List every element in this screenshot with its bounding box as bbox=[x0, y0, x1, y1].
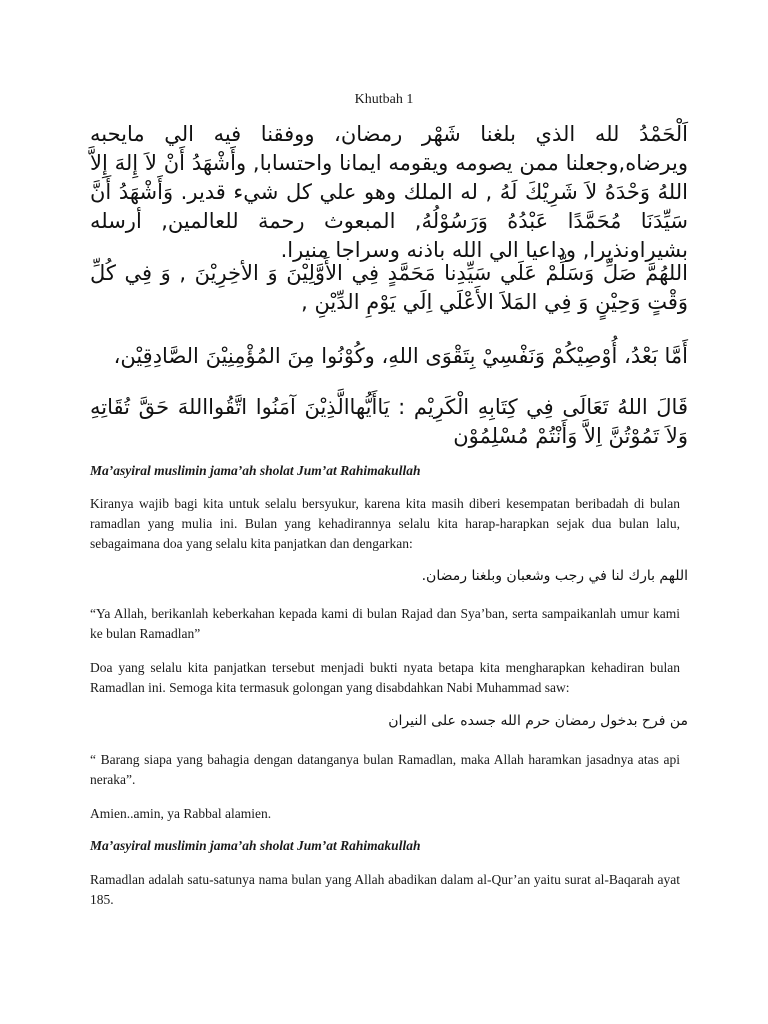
paragraph-1: Kiranya wajib bagi kita untuk selalu bersyukur, karena kita masih diberi kesempatan beribadah di bulan ramadlan yang mulia ini. Bulan yang kehadirannya selalu kita harap-harapkan sejak dua bulan lalu, sebagaimana doa yang selalu kita panjatkan dan dengarkan: bbox=[90, 496, 680, 551]
paragraph-4: “ Barang siapa yang bahagia dengan datanganya bulan Ramadlan, maka Allah haramkan jasadnya atas api neraka”. bbox=[90, 752, 680, 787]
paragraph-5: Amien..amin, ya Rabbal alamien. bbox=[90, 806, 272, 821]
paragraph-3: Doa yang selalu kita panjatkan tersebut menjadi bukti nyata betapa kita mengharapkan kehadiran bulan Ramadlan ini. Semoga kita termasuk golongan yang disabdahkan Nabi Muhammad saw: bbox=[90, 660, 680, 695]
paragraph-2: “Ya Allah, berikanlah keberkahan kepada kami di bulan Rajad dan Sya’ban, serta sampaikanlah umur kami ke bulan Ramadlan” bbox=[90, 606, 680, 641]
arabic-doa: اللهم بارك لنا في رجب وشعبان وبلغنا رمضان. bbox=[421, 568, 688, 584]
arabic-amma-badu: أَمَّا بَعْدُ، أُوْصِيْكُمْ وَنَفْسِيْ بِتَقْوَى اللهِ، وكُوْنُوا مِنَ المُؤْمِنِيْنَ الصَّادِقِيْن، bbox=[113, 344, 688, 368]
arabic-quran-verse: قَالَ اللهُ تَعَالَى فِي كِتَابِهِ الْكَرِيْم : يَاأَيُّهاالَّذِيْنَ آمَنُوا اتَّقُوااللهَ حَقَّ تُقَاتِهِ وَلاَ تَمُوْتُنَّ اِلاَّ وَأَنْتُمْ مُسْلِمُوْن bbox=[90, 395, 688, 448]
arabic-opening-paragraph: اَلْحَمْدُ لله الذي بلغنا شَهْر رمضان، ووفقنا فيه الي مايحبه ويرضاه,وجعلنا ممن يصومه ويقومه ايمانا واحتسابا, وأَشْهَدُ أَنْ لاَ إِلهَ إِلاَّ اللهُ وَحْدَهُ لاَ شَرِيْكَ لَهُ , له الملك وهو علي كل شيء قدير. وَأَشْهَدُ أَنَّ سَيِّدَنَا مُحَمَّدًا عَبْدُهُ وَرَسُوْلُهُ, المبعوث رحمة للعالمين, أرسله بشيراونذيرا, وداعيا الي الله باذنه وسراجا منيرا. bbox=[90, 122, 688, 262]
section-heading-2: Ma’asyiral muslimin jama’ah sholat Jum’at Rahimakullah bbox=[90, 838, 421, 853]
arabic-hadith: من فرح بدخول رمضان حرم الله جسده على النيران bbox=[388, 713, 688, 729]
arabic-shalawat-paragraph: اللهُمَّ صَلِّ وَسَلِّمْ عَلَي سَيِّدِنا مَحَمَّدٍ فِي الأَوَّلِيْنَ وَ الأخِرِيْنَ , وَ فِي كُلِّ وَقْتٍ وَحِيْنٍ وَ فِي المَلاَ الأَعْلَي اِلَي يَوْمِ الدِّيْنِ , bbox=[90, 261, 688, 314]
paragraph-6: Ramadlan adalah satu-satunya nama bulan yang Allah abadikan dalam al-Qur’an yaitu surat al-Baqarah ayat 185. bbox=[90, 872, 680, 907]
page-title: Khutbah 1 bbox=[354, 92, 414, 107]
section-heading-1: Ma’asyiral muslimin jama’ah sholat Jum’at Rahimakullah bbox=[90, 463, 421, 478]
